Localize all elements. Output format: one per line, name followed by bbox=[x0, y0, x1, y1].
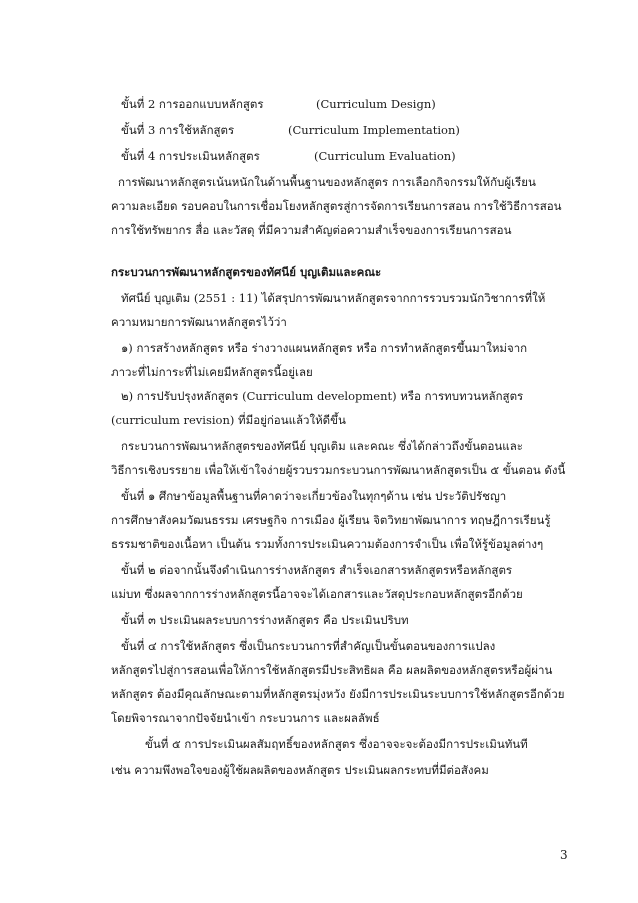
step-2-text: ขั้นที่ 2 การออกแบบหลักสูตร bbox=[121, 97, 264, 111]
process-line: หลักสูตรไปสู่การสอนเพื่อให้การใช้หลักสูตรมีประสิทธิผล คือ ผลผลิตของหลักสูตรหรือผู้ผ่าน bbox=[111, 663, 553, 677]
process-step-2: ขั้นที่ ๒ ต่อจากนั้นจึงดำเนินการร่างหลักสูตร สำเร็จเอกสารหลักสูตรหรือหลักสูตร bbox=[121, 563, 513, 577]
process-line: หลักสูตร ต้องมีคุณลักษณะตามที่หลักสูตรมุ่งหวัง ยังมีการประเมินระบบการใช้หลักสูตรอีกด้วย bbox=[111, 687, 565, 701]
process-line: เช่น ความพึงพอใจของผู้ใช้ผลผลิตของหลักสูตร ประเมินผลกระทบที่มีต่อสังคม bbox=[111, 763, 489, 777]
process-step-3: ขั้นที่ ๓ ประเมินผลระบบการร่างหลักสูตร คือ ประเมินปริบท bbox=[121, 613, 409, 627]
definition-line: ภาวะที่ไม่การะที่ไม่เคยมีหลักสูตรนี้อยู่เลย bbox=[111, 365, 313, 379]
intro-line: ความหมายการพัฒนาหลักสูตรไว้ว่า bbox=[111, 315, 287, 329]
section-heading: กระบวนการพัฒนาหลักสูตรของทัศนีย์ บุญเติมและคณะ bbox=[111, 265, 382, 279]
process-step-1: ขั้นที่ ๑ ศึกษาข้อมูลพื้นฐานที่คาดว่าจะเกี่ยวข้องในทุกๆด้าน เช่น ประวัติปรัชญา bbox=[121, 489, 507, 503]
intro-line: ทัศนีย์ บุญเติม (2551 : 11) ได้สรุปการพัฒนาหลักสูตรจากการรวบรวมนักวิชาการที่ให้ bbox=[121, 291, 546, 305]
definition-line: ๑) การสร้างหลักสูตร หรือ ร่างวางแผนหลักสูตร หรือ การทำหลักสูตรขึ้นมาใหม่จาก bbox=[121, 341, 528, 355]
process-step-4: ขั้นที่ ๔ การใช้หลักสูตร ซึ่งเป็นกระบวนการที่สำคัญเป็นขั้นตอนของการแปลง bbox=[121, 639, 496, 653]
definition-line: (curriculum revision) ที่มีอยู่ก่อนแล้วให้ดีขึ้น bbox=[111, 413, 346, 427]
step-3-english: (Curriculum Implementation) bbox=[288, 123, 460, 137]
step-2-english: (Curriculum Design) bbox=[316, 97, 436, 111]
paragraph-line: การพัฒนาหลักสูตรเน้นหนักในด้านพื้นฐานของหลักสูตร การเลือกกิจกรรมให้กับผู้เรียน bbox=[118, 175, 536, 189]
paragraph-line: ความละเอียด รอบคอบในการเชื่อมโยงหลักสูตรสู่การจัดการเรียนการสอน การใช้วิธีการสอน bbox=[111, 199, 562, 213]
step-4-english: (Curriculum Evaluation) bbox=[314, 149, 456, 163]
process-line: โดยพิจารณาจากปัจจัยนำเข้า กระบวนการ และผลลัพธ์ bbox=[111, 711, 380, 725]
definition-line: ๒) การปรับปรุงหลักสูตร (Curriculum development) หรือ การทบทวนหลักสูตร bbox=[121, 389, 524, 403]
process-line: กระบวนการพัฒนาหลักสูตรของทัศนีย์ บุญเติม และคณะ ซึ่งได้กล่าวถึงขั้นตอนและ bbox=[121, 439, 523, 453]
step-4-text: ขั้นที่ 4 การประเมินหลักสูตร bbox=[121, 149, 260, 163]
process-line: การศึกษาสังคมวัฒนธรรม เศรษฐกิจ การเมือง ผู้เรียน จิตวิทยาพัฒนาการ ทฤษฎีการเรียนรู้ bbox=[111, 513, 551, 527]
process-step-5: ขั้นที่ ๕ การประเมินผลสัมฤทธิ์ของหลักสูตร ซึ่งอาจจะจะต้องมีการประเมินทันที bbox=[145, 737, 528, 751]
page-number: 3 bbox=[560, 848, 568, 862]
paragraph-line: การใช้ทรัพยากร สื่อ และวัสดุ ที่มีความสำคัญต่อความสำเร็จของการเรียนการสอน bbox=[111, 223, 512, 237]
process-line: วิธีการเชิงบรรยาย เพื่อให้เข้าใจง่ายผู้รวบรวมกระบวนการพัฒนาหลักสูตรเป็น ๕ ขั้นตอน ดังนี้ bbox=[111, 463, 566, 477]
step-3-text: ขั้นที่ 3 การใช้หลักสูตร bbox=[121, 123, 235, 137]
process-line: แม่บท ซึ่งผลจากการร่างหลักสูตรนี้อาจจะได้เอกสารและวัสดุประกอบหลักสูตรอีกด้วย bbox=[111, 587, 523, 601]
process-line: ธรรมชาติของเนื้อหา เป็นต้น รวมทั้งการประเมินความต้องการจำเป็น เพื่อให้รู้ข้อมูลต่างๆ bbox=[111, 537, 544, 551]
